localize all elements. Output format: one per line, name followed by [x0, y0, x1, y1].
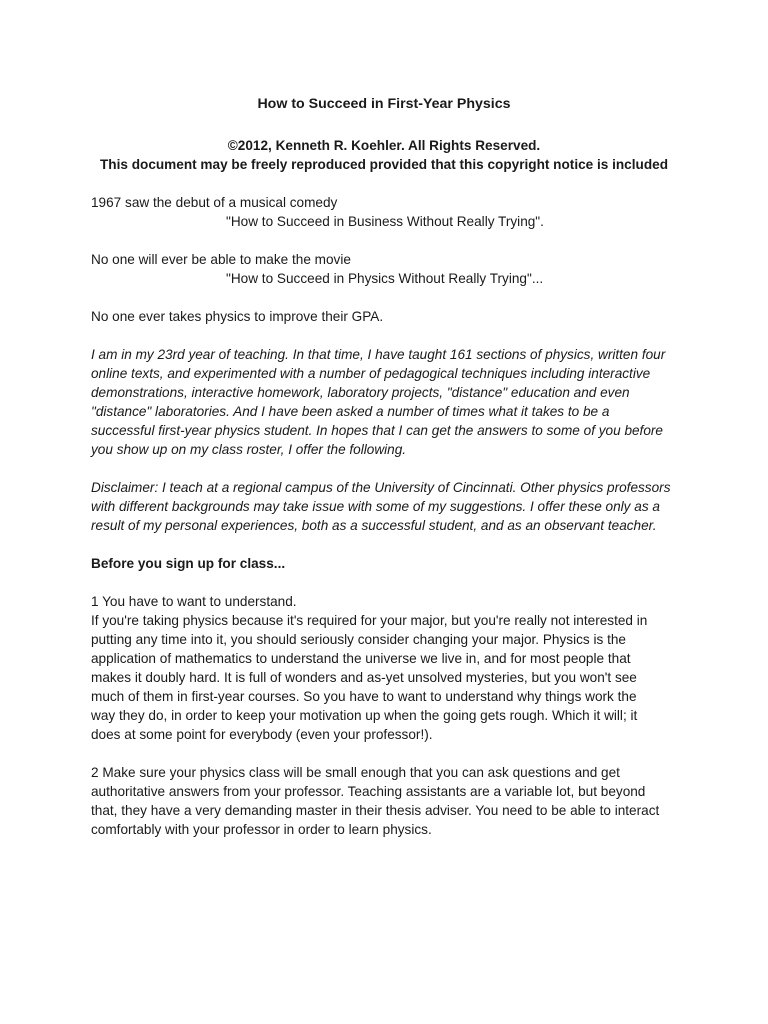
- paragraph-line: much of them in first-year courses. So you have to want to understand why things work the: [91, 689, 637, 704]
- paragraph-line: demonstrations, interactive homework, laboratory projects, "distance" education and even: [91, 385, 630, 400]
- intro-musical-paragraph: [91, 193, 681, 231]
- reproduction-notice: This document may be freely reproduced provided that this copyright notice is included: [99, 157, 668, 172]
- musical-title-quote: "How to Succeed in Business Without Really Trying".: [226, 214, 544, 229]
- copyright-line: ©2012, Kenneth R. Koehler. All Rights Reserved.: [227, 138, 541, 153]
- paragraph-line: makes it doubly hard. It is full of wonders and as-yet unsolved mysteries, but you won't see: [91, 670, 637, 685]
- paragraph-line: with different backgrounds may take issue with some of my suggestions. I offer these only as a: [91, 499, 660, 514]
- teaching-experience-paragraph: [91, 345, 681, 459]
- paragraph-line: I am in my 23rd year of teaching. In that time, I have taught 161 sections of physics, written four: [91, 347, 666, 362]
- intro-gpa-paragraph: [91, 307, 681, 326]
- paragraph-line: comfortably with your professor in order to learn physics.: [91, 822, 432, 837]
- paragraph-line: you show up on my class roster, I offer the following.: [91, 442, 407, 457]
- document-body: [91, 193, 681, 858]
- paragraph-line: that, they have a very demanding master in their thesis adviser. You need to be able to interact: [91, 803, 660, 818]
- paragraph-line: If you're taking physics because it's required for your major, but you're really not interested in: [91, 613, 648, 628]
- paragraph-line: online texts, and experimented with a number of pedagogical techniques including interactive: [91, 366, 651, 381]
- paragraph-line: result of my personal experiences, both as a successful student, and as an observant teacher.: [91, 518, 657, 533]
- paragraph-line: 1967 saw the debut of a musical comedy: [91, 195, 338, 210]
- intro-movie-paragraph: [91, 250, 681, 288]
- item-1-heading: 1 You have to want to understand.: [91, 594, 297, 609]
- paragraph-line: No one will ever be able to make the movie: [91, 252, 351, 267]
- paragraph-line: authoritative answers from your professor. Teaching assistants are a variable lot, but beyond: [91, 784, 646, 799]
- paragraph-line: does at some point for everybody (even your professor!).: [91, 727, 433, 742]
- disclaimer-paragraph: [91, 478, 681, 535]
- section-heading: Before you sign up for class...: [91, 556, 286, 571]
- paragraph-line: putting any time into it, you should seriously consider changing your major. Physics is the: [91, 632, 626, 647]
- copyright-notice: [0, 136, 768, 174]
- document-title: How to Succeed in First-Year Physics: [257, 96, 511, 112]
- paragraph-line: way they do, in order to keep your motivation up when the going gets rough. Which it will; it: [91, 708, 638, 723]
- paragraph-line: No one ever takes physics to improve their GPA.: [91, 309, 384, 324]
- movie-title-quote: "How to Succeed in Physics Without Really Trying"...: [226, 271, 544, 286]
- paragraph-line: application of mathematics to understand the universe we live in, and for most people that: [91, 651, 631, 666]
- paragraph-line: Disclaimer: I teach at a regional campus of the University of Cincinnati. Other physics professors: [91, 480, 671, 495]
- paragraph-line: 2 Make sure your physics class will be small enough that you can ask questions and get: [91, 765, 620, 780]
- paragraph-line: successful first-year physics student. In hopes that I can get the answers to some of you before: [91, 423, 663, 438]
- item-1-paragraph: [91, 592, 681, 744]
- paragraph-line: "distance" laboratories. And I have been asked a number of times what it takes to be a: [91, 404, 610, 419]
- item-2-paragraph: [91, 763, 681, 839]
